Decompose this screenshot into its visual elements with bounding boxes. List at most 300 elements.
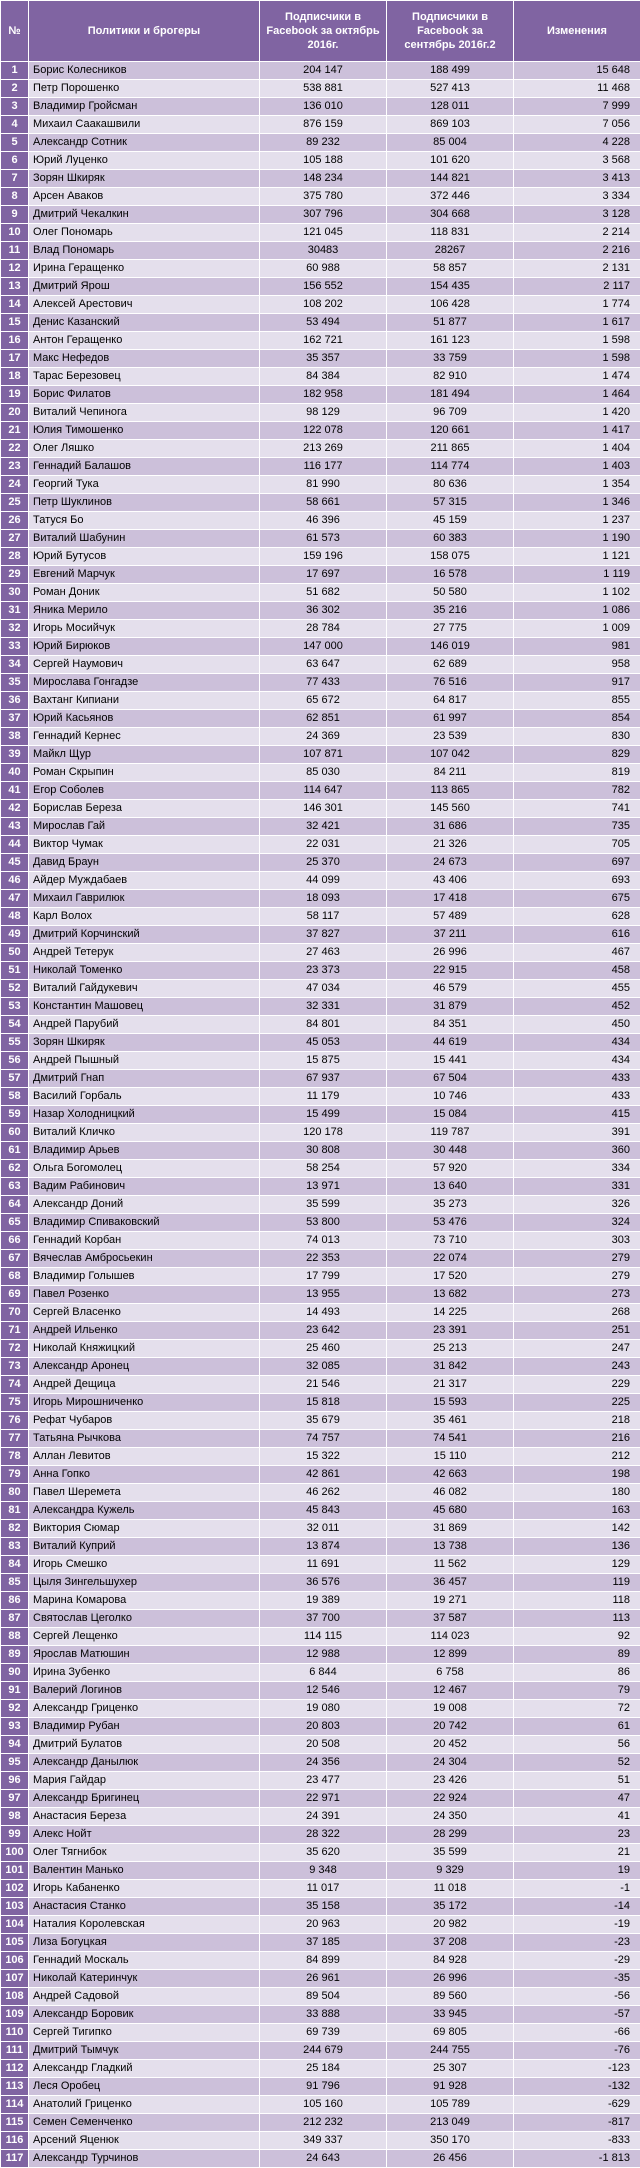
politician-name: Андрей Парубий xyxy=(29,1016,260,1034)
politician-name: Сергей Лещенко xyxy=(29,1628,260,1646)
september-subscribers: 21 326 xyxy=(387,836,514,854)
change-value: 415 xyxy=(514,1106,640,1124)
row-number: 91 xyxy=(1,1682,29,1700)
change-value: 225 xyxy=(514,1394,640,1412)
change-value: 628 xyxy=(514,908,640,926)
change-value: 434 xyxy=(514,1052,640,1070)
october-subscribers: 84 899 xyxy=(260,1952,387,1970)
change-value: 279 xyxy=(514,1268,640,1286)
row-number: 35 xyxy=(1,674,29,692)
october-subscribers: 32 011 xyxy=(260,1520,387,1538)
table-row xyxy=(1,1016,640,1034)
september-subscribers: 144 821 xyxy=(387,170,514,188)
september-subscribers: 128 011 xyxy=(387,98,514,116)
september-subscribers: 84 928 xyxy=(387,1952,514,1970)
september-subscribers: 15 084 xyxy=(387,1106,514,1124)
october-subscribers: 6 844 xyxy=(260,1664,387,1682)
politician-name: Роман Скрыпин xyxy=(29,764,260,782)
change-value: 467 xyxy=(514,944,640,962)
row-number: 66 xyxy=(1,1232,29,1250)
october-subscribers: 15 322 xyxy=(260,1448,387,1466)
table-row xyxy=(1,1088,640,1106)
table-row xyxy=(1,530,640,548)
october-subscribers: 121 045 xyxy=(260,224,387,242)
politician-name: Андрей Садовой xyxy=(29,1988,260,2006)
change-value: 61 xyxy=(514,1718,640,1736)
row-number: 14 xyxy=(1,296,29,314)
october-subscribers: 62 851 xyxy=(260,710,387,728)
change-value: 23 xyxy=(514,1826,640,1844)
september-subscribers: 19 008 xyxy=(387,1700,514,1718)
politician-name: Анна Гопко xyxy=(29,1466,260,1484)
table-row xyxy=(1,1880,640,1898)
october-subscribers: 74 013 xyxy=(260,1232,387,1250)
change-value: 113 xyxy=(514,1610,640,1628)
table-row xyxy=(1,170,640,188)
change-value: 782 xyxy=(514,782,640,800)
table-body xyxy=(1,62,640,2168)
october-subscribers: 26 961 xyxy=(260,1970,387,1988)
september-subscribers: 74 541 xyxy=(387,1430,514,1448)
october-subscribers: 35 158 xyxy=(260,1898,387,1916)
table-row xyxy=(1,1304,640,1322)
table-row xyxy=(1,1790,640,1808)
october-subscribers: 45 053 xyxy=(260,1034,387,1052)
october-subscribers: 15 818 xyxy=(260,1394,387,1412)
row-number: 36 xyxy=(1,692,29,710)
politician-name: Алексей Арестович xyxy=(29,296,260,314)
politician-name: Марина Комарова xyxy=(29,1592,260,1610)
table-row xyxy=(1,1952,640,1970)
change-value: 391 xyxy=(514,1124,640,1142)
september-subscribers: 161 123 xyxy=(387,332,514,350)
table-row xyxy=(1,1340,640,1358)
table-row xyxy=(1,674,640,692)
row-number: 48 xyxy=(1,908,29,926)
september-subscribers: 26 456 xyxy=(387,2150,514,2168)
october-subscribers: 20 803 xyxy=(260,1718,387,1736)
table-row xyxy=(1,1862,640,1880)
table-row xyxy=(1,2132,640,2150)
row-number: 116 xyxy=(1,2132,29,2150)
politician-name: Арсений Яценюк xyxy=(29,2132,260,2150)
september-subscribers: 15 441 xyxy=(387,1052,514,1070)
politician-name: Дмитрий Чекалкин xyxy=(29,206,260,224)
october-subscribers: 21 546 xyxy=(260,1376,387,1394)
row-number: 88 xyxy=(1,1628,29,1646)
row-number: 13 xyxy=(1,278,29,296)
row-number: 78 xyxy=(1,1448,29,1466)
september-subscribers: 28267 xyxy=(387,242,514,260)
september-subscribers: 15 110 xyxy=(387,1448,514,1466)
politician-name: Евгений Марчук xyxy=(29,566,260,584)
politician-name: Влад Пономарь xyxy=(29,242,260,260)
change-value: 981 xyxy=(514,638,640,656)
politician-name: Денис Казанский xyxy=(29,314,260,332)
politician-name: Андрей Пышный xyxy=(29,1052,260,1070)
change-value: 2 216 xyxy=(514,242,640,260)
row-number: 54 xyxy=(1,1016,29,1034)
october-subscribers: 20 508 xyxy=(260,1736,387,1754)
row-number: 87 xyxy=(1,1610,29,1628)
row-number: 104 xyxy=(1,1916,29,1934)
october-subscribers: 114 647 xyxy=(260,782,387,800)
september-subscribers: 35 216 xyxy=(387,602,514,620)
september-subscribers: 37 211 xyxy=(387,926,514,944)
table-row xyxy=(1,1844,640,1862)
row-number: 98 xyxy=(1,1808,29,1826)
september-subscribers: 107 042 xyxy=(387,746,514,764)
row-number: 40 xyxy=(1,764,29,782)
politician-name: Геннадий Москаль xyxy=(29,1952,260,1970)
table-row xyxy=(1,1484,640,1502)
october-subscribers: 22 031 xyxy=(260,836,387,854)
politician-name: Александр Боровик xyxy=(29,2006,260,2024)
table-row xyxy=(1,1214,640,1232)
row-number: 96 xyxy=(1,1772,29,1790)
table-row xyxy=(1,962,640,980)
table-row xyxy=(1,1916,640,1934)
october-subscribers: 58 254 xyxy=(260,1160,387,1178)
change-value: 2 117 xyxy=(514,278,640,296)
october-subscribers: 876 159 xyxy=(260,116,387,134)
change-value: 47 xyxy=(514,1790,640,1808)
table-row xyxy=(1,1736,640,1754)
politician-name: Александр Аронец xyxy=(29,1358,260,1376)
row-number: 67 xyxy=(1,1250,29,1268)
september-subscribers: 13 640 xyxy=(387,1178,514,1196)
table-row xyxy=(1,1376,640,1394)
politician-name: Зорян Шкиряк xyxy=(29,170,260,188)
change-value: 198 xyxy=(514,1466,640,1484)
october-subscribers: 53 494 xyxy=(260,314,387,332)
change-value: 1 598 xyxy=(514,332,640,350)
table-row xyxy=(1,1196,640,1214)
row-number: 81 xyxy=(1,1502,29,1520)
table-row xyxy=(1,1988,640,2006)
october-subscribers: 17 799 xyxy=(260,1268,387,1286)
september-subscribers: 37 208 xyxy=(387,1934,514,1952)
politician-name: Яника Мерило xyxy=(29,602,260,620)
change-value: -29 xyxy=(514,1952,640,1970)
september-subscribers: 119 787 xyxy=(387,1124,514,1142)
table-row xyxy=(1,1448,640,1466)
change-value: 324 xyxy=(514,1214,640,1232)
politician-name: Вячеслав Амбросьекин xyxy=(29,1250,260,1268)
politician-name: Георгий Тука xyxy=(29,476,260,494)
table-row xyxy=(1,998,640,1016)
politician-name: Петр Шуклинов xyxy=(29,494,260,512)
table-row xyxy=(1,494,640,512)
change-value: 1 474 xyxy=(514,368,640,386)
politician-name: Дмитрий Тымчук xyxy=(29,2042,260,2060)
row-number: 50 xyxy=(1,944,29,962)
change-value: 452 xyxy=(514,998,640,1016)
table-row xyxy=(1,1700,640,1718)
row-number: 33 xyxy=(1,638,29,656)
change-value: -23 xyxy=(514,1934,640,1952)
table-row xyxy=(1,980,640,998)
politician-name: Владимир Голышев xyxy=(29,1268,260,1286)
table-row xyxy=(1,1520,640,1538)
politician-name: Давид Браун xyxy=(29,854,260,872)
october-subscribers: 45 843 xyxy=(260,1502,387,1520)
september-subscribers: 84 351 xyxy=(387,1016,514,1034)
table-row xyxy=(1,2096,640,2114)
politician-name: Олег Ляшко xyxy=(29,440,260,458)
politician-name: Назар Холодницкий xyxy=(29,1106,260,1124)
row-number: 80 xyxy=(1,1484,29,1502)
september-subscribers: 9 329 xyxy=(387,1862,514,1880)
table-row xyxy=(1,944,640,962)
september-subscribers: 44 619 xyxy=(387,1034,514,1052)
change-value: 1 009 xyxy=(514,620,640,638)
politician-name: Анатолий Гриценко xyxy=(29,2096,260,2114)
change-value: 450 xyxy=(514,1016,640,1034)
change-value: 705 xyxy=(514,836,640,854)
table-row xyxy=(1,404,640,422)
row-number: 70 xyxy=(1,1304,29,1322)
row-number: 86 xyxy=(1,1592,29,1610)
table-row xyxy=(1,1556,640,1574)
september-subscribers: 73 710 xyxy=(387,1232,514,1250)
september-subscribers: 114 774 xyxy=(387,458,514,476)
october-subscribers: 18 093 xyxy=(260,890,387,908)
politician-name: Роман Доник xyxy=(29,584,260,602)
row-number: 2 xyxy=(1,80,29,98)
row-number: 103 xyxy=(1,1898,29,1916)
politician-name: Игорь Мирошниченко xyxy=(29,1394,260,1412)
politician-name: Игорь Кабаненко xyxy=(29,1880,260,1898)
table-row xyxy=(1,224,640,242)
october-subscribers: 46 262 xyxy=(260,1484,387,1502)
table-row xyxy=(1,1394,640,1412)
politician-name: Александр Гриценко xyxy=(29,1700,260,1718)
politician-name: Рефат Чубаров xyxy=(29,1412,260,1430)
change-value: -123 xyxy=(514,2060,640,2078)
october-subscribers: 63 647 xyxy=(260,656,387,674)
politician-name: Владимир Рубан xyxy=(29,1718,260,1736)
politician-name: Константин Машовец xyxy=(29,998,260,1016)
september-subscribers: 37 587 xyxy=(387,1610,514,1628)
change-value: 136 xyxy=(514,1538,640,1556)
row-number: 30 xyxy=(1,584,29,602)
row-number: 42 xyxy=(1,800,29,818)
table-row xyxy=(1,692,640,710)
september-subscribers: 20 452 xyxy=(387,1736,514,1754)
change-value: 2 131 xyxy=(514,260,640,278)
table-row xyxy=(1,278,640,296)
row-number: 59 xyxy=(1,1106,29,1124)
october-subscribers: 25 370 xyxy=(260,854,387,872)
october-subscribers: 24 369 xyxy=(260,728,387,746)
row-number: 38 xyxy=(1,728,29,746)
october-subscribers: 159 196 xyxy=(260,548,387,566)
table-row xyxy=(1,1538,640,1556)
table-row xyxy=(1,926,640,944)
row-number: 83 xyxy=(1,1538,29,1556)
change-value: -132 xyxy=(514,2078,640,2096)
politician-name: Василий Горбаль xyxy=(29,1088,260,1106)
change-value: -833 xyxy=(514,2132,640,2150)
october-subscribers: 22 353 xyxy=(260,1250,387,1268)
row-number: 102 xyxy=(1,1880,29,1898)
table-row xyxy=(1,1412,640,1430)
october-subscribers: 84 801 xyxy=(260,1016,387,1034)
politician-name: Анастасия Береза xyxy=(29,1808,260,1826)
table-row xyxy=(1,836,640,854)
october-subscribers: 108 202 xyxy=(260,296,387,314)
september-subscribers: 188 499 xyxy=(387,62,514,80)
september-subscribers: 10 746 xyxy=(387,1088,514,1106)
september-subscribers: 36 457 xyxy=(387,1574,514,1592)
change-value: 675 xyxy=(514,890,640,908)
september-subscribers: 14 225 xyxy=(387,1304,514,1322)
politician-name: Карл Волох xyxy=(29,908,260,926)
october-subscribers: 136 010 xyxy=(260,98,387,116)
politician-name: Николай Княжицкий xyxy=(29,1340,260,1358)
row-number: 64 xyxy=(1,1196,29,1214)
september-subscribers: 13 682 xyxy=(387,1286,514,1304)
row-number: 46 xyxy=(1,872,29,890)
change-value: 433 xyxy=(514,1088,640,1106)
change-value: 11 468 xyxy=(514,80,640,98)
row-number: 16 xyxy=(1,332,29,350)
row-number: 27 xyxy=(1,530,29,548)
october-subscribers: 212 232 xyxy=(260,2114,387,2132)
row-number: 55 xyxy=(1,1034,29,1052)
table-row xyxy=(1,1772,640,1790)
row-number: 82 xyxy=(1,1520,29,1538)
october-subscribers: 58 117 xyxy=(260,908,387,926)
row-number: 73 xyxy=(1,1358,29,1376)
september-subscribers: 16 578 xyxy=(387,566,514,584)
table-row xyxy=(1,1826,640,1844)
october-subscribers: 107 871 xyxy=(260,746,387,764)
row-number: 53 xyxy=(1,998,29,1016)
october-subscribers: 148 234 xyxy=(260,170,387,188)
politician-name: Геннадий Кернес xyxy=(29,728,260,746)
row-number: 74 xyxy=(1,1376,29,1394)
politician-name: Зорян Шкиряк xyxy=(29,1034,260,1052)
row-number: 43 xyxy=(1,818,29,836)
october-subscribers: 98 129 xyxy=(260,404,387,422)
row-number: 68 xyxy=(1,1268,29,1286)
politician-name: Майкл Щур xyxy=(29,746,260,764)
row-number: 79 xyxy=(1,1466,29,1484)
politician-name: Валерий Логинов xyxy=(29,1682,260,1700)
row-number: 21 xyxy=(1,422,29,440)
politician-name: Ольга Богомолец xyxy=(29,1160,260,1178)
table-row xyxy=(1,584,640,602)
change-value: 180 xyxy=(514,1484,640,1502)
october-subscribers: 58 661 xyxy=(260,494,387,512)
politician-name: Мирослава Гонгадзе xyxy=(29,674,260,692)
september-subscribers: 158 075 xyxy=(387,548,514,566)
row-number: 25 xyxy=(1,494,29,512)
october-subscribers: 19 389 xyxy=(260,1592,387,1610)
september-subscribers: 58 857 xyxy=(387,260,514,278)
change-value: 118 xyxy=(514,1592,640,1610)
september-subscribers: 114 023 xyxy=(387,1628,514,1646)
change-value: 830 xyxy=(514,728,640,746)
september-subscribers: 244 755 xyxy=(387,2042,514,2060)
change-value: -66 xyxy=(514,2024,640,2042)
table-row xyxy=(1,2078,640,2096)
row-number: 92 xyxy=(1,1700,29,1718)
september-subscribers: 57 920 xyxy=(387,1160,514,1178)
change-value: 72 xyxy=(514,1700,640,1718)
row-number: 47 xyxy=(1,890,29,908)
table-row xyxy=(1,620,640,638)
table-row xyxy=(1,2060,640,2078)
september-subscribers: 120 661 xyxy=(387,422,514,440)
table-row xyxy=(1,80,640,98)
politician-name: Юлия Тимошенко xyxy=(29,422,260,440)
change-value: 86 xyxy=(514,1664,640,1682)
october-subscribers: 11 017 xyxy=(260,1880,387,1898)
change-value: -56 xyxy=(514,1988,640,2006)
october-subscribers: 89 504 xyxy=(260,1988,387,2006)
row-number: 51 xyxy=(1,962,29,980)
row-number: 15 xyxy=(1,314,29,332)
october-subscribers: 182 958 xyxy=(260,386,387,404)
october-subscribers: 14 493 xyxy=(260,1304,387,1322)
row-number: 110 xyxy=(1,2024,29,2042)
politician-name: Юрий Бирюков xyxy=(29,638,260,656)
september-subscribers: 45 159 xyxy=(387,512,514,530)
september-subscribers: 101 620 xyxy=(387,152,514,170)
header-row xyxy=(1,1,640,62)
row-number: 6 xyxy=(1,152,29,170)
september-subscribers: 42 663 xyxy=(387,1466,514,1484)
change-value: 243 xyxy=(514,1358,640,1376)
table-row xyxy=(1,152,640,170)
row-number: 111 xyxy=(1,2042,29,2060)
october-subscribers: 44 099 xyxy=(260,872,387,890)
row-number: 24 xyxy=(1,476,29,494)
change-value: 1 774 xyxy=(514,296,640,314)
october-subscribers: 33 888 xyxy=(260,2006,387,2024)
change-value: 279 xyxy=(514,1250,640,1268)
row-number: 10 xyxy=(1,224,29,242)
change-value: 697 xyxy=(514,854,640,872)
september-subscribers: 30 448 xyxy=(387,1142,514,1160)
october-subscribers: 12 546 xyxy=(260,1682,387,1700)
politician-name: Андрей Тетерук xyxy=(29,944,260,962)
politician-name: Аллан Левитов xyxy=(29,1448,260,1466)
politician-name: Олег Пономарь xyxy=(29,224,260,242)
table-row xyxy=(1,386,640,404)
row-number: 18 xyxy=(1,368,29,386)
table-row xyxy=(1,1124,640,1142)
politician-name: Юрий Бутусов xyxy=(29,548,260,566)
change-value: -57 xyxy=(514,2006,640,2024)
september-subscribers: 527 413 xyxy=(387,80,514,98)
october-subscribers: 13 971 xyxy=(260,1178,387,1196)
october-subscribers: 28 784 xyxy=(260,620,387,638)
row-number: 77 xyxy=(1,1430,29,1448)
row-number: 57 xyxy=(1,1070,29,1088)
change-value: 1 598 xyxy=(514,350,640,368)
change-value: 7 056 xyxy=(514,116,640,134)
table-row xyxy=(1,854,640,872)
table-row xyxy=(1,512,640,530)
row-number: 100 xyxy=(1,1844,29,1862)
change-value: 917 xyxy=(514,674,640,692)
october-subscribers: 146 301 xyxy=(260,800,387,818)
table-row xyxy=(1,638,640,656)
